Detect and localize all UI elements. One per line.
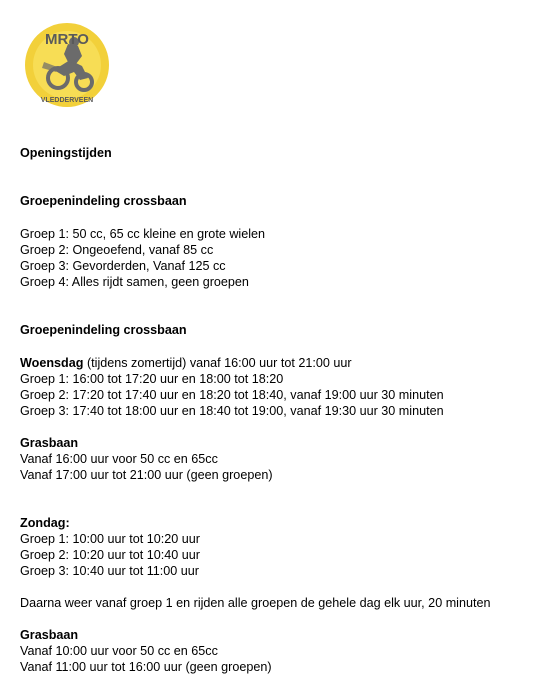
spacer — [20, 579, 548, 595]
section2-grasbaan-line: Vanaf 17:00 uur tot 21:00 uur (geen groepen) — [20, 468, 273, 482]
section3-grasbaan-heading: Grasbaan — [20, 628, 79, 642]
logo-text-top: MRTO — [45, 31, 89, 48]
section3-note: Daarna weer vanaf groep 1 en rijden alle groepen de gehele dag elk uur, 20 minuten — [20, 596, 491, 610]
section1-line: Groep 2: Ongeoefend, vanaf 85 cc — [20, 243, 214, 257]
section2-grasbaan-heading: Grasbaan — [20, 436, 79, 450]
spacer — [20, 483, 548, 515]
woensdag-hours: (tijdens zomertijd) vanaf 16:00 uur tot 21:00 uur — [83, 356, 352, 370]
section2-line: Groep 1: 16:00 tot 17:20 uur en 18:00 tot 18:20 — [20, 372, 284, 386]
section2-line: Groep 3: 17:40 tot 18:00 uur en 18:40 tot 19:00, vanaf 19:30 uur 30 minuten — [20, 404, 444, 418]
spacer — [20, 338, 548, 355]
woensdag-line — [20, 355, 548, 371]
spacer — [20, 290, 548, 322]
document-body — [20, 145, 548, 675]
spacer — [20, 611, 548, 627]
section1-line: Groep 1: 50 cc, 65 cc kleine en grote wielen — [20, 227, 266, 241]
page-title: Openingstijden — [20, 146, 112, 160]
section3-line: Groep 2: 10:20 uur tot 10:40 uur — [20, 548, 200, 562]
section3-grasbaan-line: Vanaf 11:00 uur tot 16:00 uur (geen groepen) — [20, 660, 272, 674]
spacer — [20, 419, 548, 435]
section1-line: Groep 3: Gevorderden, Vanaf 125 cc — [20, 259, 226, 273]
logo-text-bottom: VLEDDERVEEN — [40, 97, 94, 104]
section2-line: Groep 2: 17:20 tot 17:40 uur en 18:20 tot 18:40, vanaf 19:00 uur 30 minuten — [20, 388, 444, 402]
section3-grasbaan-line: Vanaf 10:00 uur voor 50 cc en 65cc — [20, 644, 218, 658]
spacer — [20, 209, 548, 226]
section1-heading: Groepenindeling crossbaan — [20, 194, 187, 208]
section3-line: Groep 3: 10:40 uur tot 11:00 uur — [20, 564, 199, 578]
section1-line: Groep 4: Alles rijdt samen, geen groepen — [20, 275, 249, 289]
woensdag-label: Woensdag — [20, 356, 84, 370]
mrto-logo — [24, 22, 110, 108]
spacer — [20, 161, 548, 193]
section2-grasbaan-line: Vanaf 16:00 uur voor 50 cc en 65cc — [20, 452, 218, 466]
section3-line: Groep 1: 10:00 uur tot 10:20 uur — [20, 532, 200, 546]
zondag-label: Zondag: — [20, 516, 70, 530]
section2-heading: Groepenindeling crossbaan — [20, 323, 187, 337]
